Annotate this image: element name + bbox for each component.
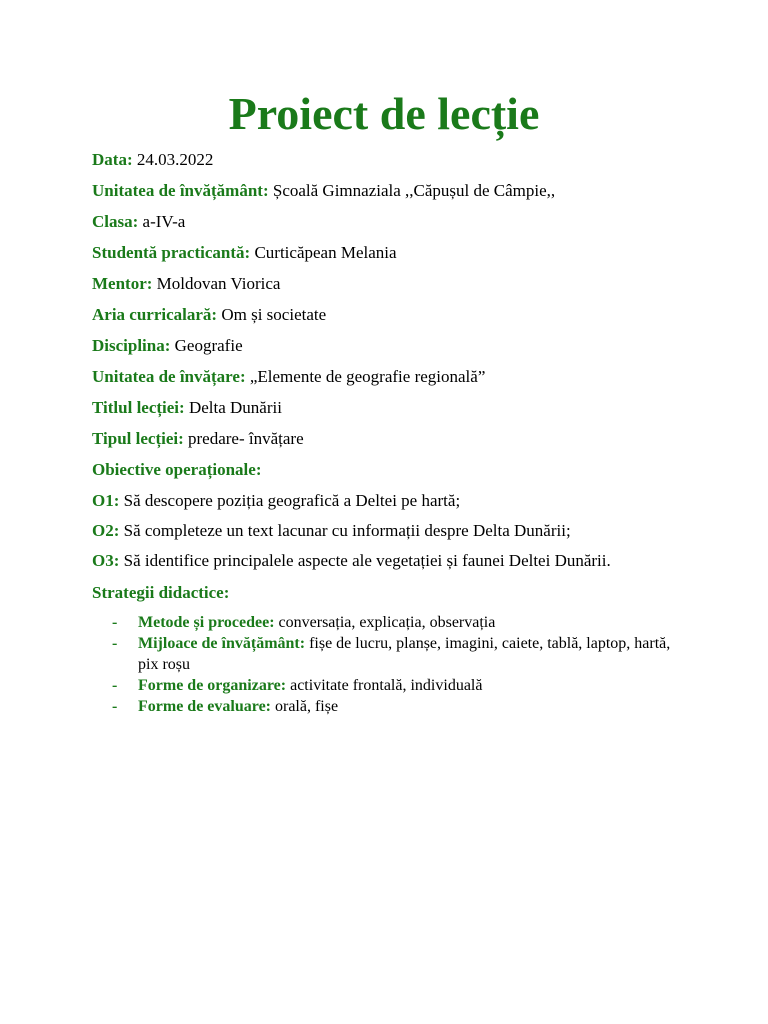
field-titlul-lectiei [92, 398, 282, 418]
bullet-dash: - [112, 677, 118, 694]
strategy-text: orală, fișe [275, 698, 339, 715]
field-tipul-lectiei [92, 429, 304, 449]
field-value: Curticăpean Melania [254, 243, 397, 262]
bullet-dash: - [112, 698, 118, 715]
field-value: 24.03.2022 [136, 150, 214, 169]
field-label: Titlul lecției: [92, 398, 185, 417]
field-label: Mentor: [92, 274, 153, 293]
field-unitatea-invatare [92, 367, 485, 387]
field-aria-curriculara [92, 305, 326, 325]
list-item [112, 696, 672, 717]
field-label: Studentă practicantă: [92, 243, 251, 262]
field-label: Unitatea de învățământ: [92, 181, 269, 200]
objective-label: O2: [92, 521, 120, 540]
field-label: Data: [92, 150, 133, 169]
field-data [92, 150, 213, 170]
field-mentor [92, 274, 280, 294]
objective-label: O1: [92, 491, 120, 510]
list-item [112, 675, 672, 696]
field-studenta [92, 243, 397, 263]
field-value: Delta Dunării [188, 398, 282, 417]
strategy-label: Forme de organizare: [138, 677, 287, 694]
strategy-text: conversația, explicația, observația [278, 614, 496, 631]
field-value: „Elemente de geografie regională” [249, 367, 486, 386]
field-label: Aria curricalară: [92, 305, 218, 324]
strategy-label: Forme de evaluare: [138, 698, 271, 715]
objective-label: O3: [92, 551, 120, 570]
strategies-list [112, 612, 672, 717]
strategy-text: activitate frontală, individuală [290, 677, 483, 694]
bullet-dash: - [112, 614, 118, 631]
objective-item [92, 521, 571, 541]
field-clasa [92, 212, 185, 232]
page-title: Proiect de lecție [228, 88, 540, 139]
objective-text: Să descopere poziția geografică a Deltei pe hartă; [123, 491, 461, 510]
objective-item [92, 551, 611, 571]
objective-text: Să completeze un text lacunar cu informații despre Delta Dunării; [123, 521, 571, 540]
field-label: Unitatea de învățare: [92, 367, 246, 386]
field-value: Moldovan Viorica [156, 274, 281, 293]
objective-text: Să identifice principalele aspecte ale vegetației și faunei Deltei Dunării. [123, 551, 611, 570]
strategy-text: fișe de lucru, planșe, imagini, caiete, tablă, laptop, hartă, pix roșu [138, 635, 671, 673]
field-label: Disciplina: [92, 336, 171, 355]
field-label: Clasa: [92, 212, 139, 231]
strategy-label: Mijloace de învățământ: [138, 635, 306, 652]
field-value: a-IV-a [142, 212, 186, 231]
field-value: Geografie [174, 336, 243, 355]
bullet-dash: - [112, 635, 118, 652]
field-disciplina [92, 336, 243, 356]
field-value: Școală Gimnaziala ,,Căpușul de Câmpie,, [272, 181, 556, 200]
list-item [112, 612, 672, 633]
field-unitatea-invatamant [92, 181, 555, 201]
strategies-heading: Strategii didactice: [92, 583, 230, 602]
field-value: predare- învățare [188, 429, 304, 448]
strategy-label: Metode și procedee: [138, 614, 275, 631]
list-item [112, 633, 672, 675]
field-label: Tipul lecției: [92, 429, 184, 448]
objectives-heading: Obiective operaționale: [92, 460, 262, 479]
objective-item [92, 491, 460, 511]
field-value: Om și societate [221, 305, 327, 324]
